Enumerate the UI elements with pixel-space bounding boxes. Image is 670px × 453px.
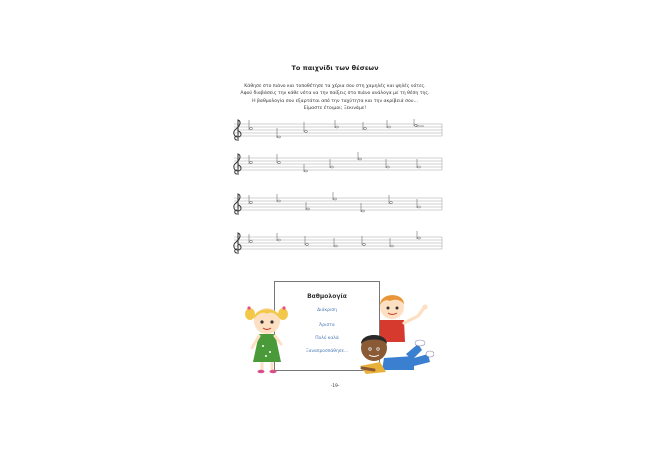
whole-note-icon [278,162,281,164]
whole-note-icon [391,245,394,247]
music-staff-3 [228,192,444,216]
whole-note-icon [418,166,421,168]
whole-note-icon [418,237,421,239]
instruction-line: Αφού διαβάσεις την κάθε νότα να την παίξεις στο πιάνο ανάλογα με τη θέση της. [240,91,430,97]
whole-note-icon [305,170,308,172]
treble-clef-icon [234,154,241,175]
whole-note-icon [334,198,337,200]
whole-note-icon [390,202,393,204]
score-option: Άριστα [319,323,335,328]
whole-note-icon [336,126,339,128]
girl-illustration [242,302,292,374]
instruction-line: Είμαστε έτοιμοι; Ξεκινάμε! [303,105,367,111]
whole-note-icon [305,131,308,133]
treble-clef-icon [234,194,241,215]
score-option: Ξαναπροσπάθησε... [305,349,349,354]
whole-note-icon [250,128,253,130]
whole-note-icon [250,202,253,204]
whole-note-icon [362,210,365,212]
instructions [200,83,470,112]
whole-note-icon [250,162,253,164]
whole-note-icon [278,200,281,202]
whole-note-icon [388,126,391,128]
score-option: Διάκριση [317,308,337,313]
whole-note-icon [307,208,310,210]
whole-note-icon [359,158,362,160]
instruction-line: Κάθησε στο πιάνο και τοποθέτησε τα χέρια σου στη χαμηλές και ψηλές νότες. [244,84,426,89]
whole-note-icon [364,128,367,130]
whole-note-icon [278,136,281,138]
whole-note-icon [306,244,309,246]
treble-clef-icon [234,233,241,254]
whole-note-icon [278,239,281,241]
treble-clef-icon [234,120,241,141]
whole-note-icon [335,245,338,247]
page-number: -19- [330,384,340,389]
whole-note-icon [418,206,421,208]
whole-note-icon [250,241,253,243]
whole-note-icon [363,244,366,246]
whole-note-icon [387,166,390,168]
music-staff-1 [228,118,444,142]
lying-boy-illustration [356,330,434,376]
music-staff-2 [228,152,444,176]
score-option: Πολύ καλά [315,336,339,341]
instruction-line: Η βαθμολογία σου εξαρτάται από την ταχύτητα και την ακρίβειά σου... [252,98,418,104]
page-title: Το παιχνίδι των θέσεων [291,64,379,72]
music-staff-4 [228,231,444,255]
whole-note-icon [331,166,334,168]
score-title: Βαθμολογία [307,293,347,300]
